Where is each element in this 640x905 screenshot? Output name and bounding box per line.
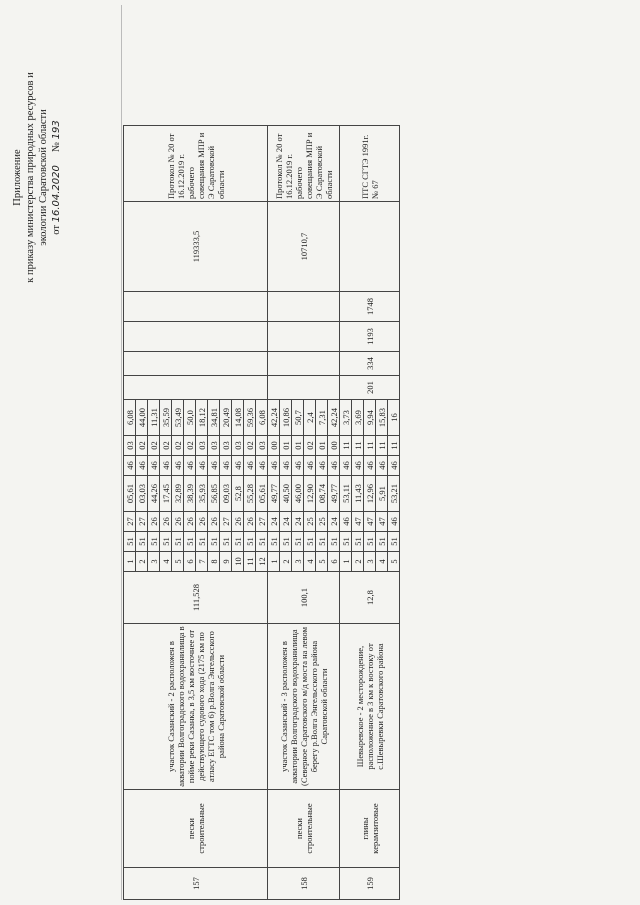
coord-c: 53,11 — [340, 476, 352, 512]
coord-a: 51 — [148, 532, 160, 552]
coord-f: 6,08 — [124, 400, 136, 436]
coord-e: 03 — [124, 436, 136, 456]
coord-b: 25 — [304, 512, 316, 532]
coord-a: 51 — [124, 532, 136, 552]
coord-c: 49,77 — [328, 476, 340, 512]
table-row — [340, 35, 352, 900]
coord-d: 46 — [244, 456, 256, 476]
coord-n: 1 — [340, 552, 352, 572]
row-number: 157 — [124, 868, 268, 900]
coord-e: 00 — [268, 436, 280, 456]
coord-c: 5,91 — [376, 476, 388, 512]
basis-document: Протокол № 20 от 16.12.2019 г. рабочего совещания МПР и Э Саратовской области — [124, 126, 268, 202]
coord-f: 3,69 — [352, 400, 364, 436]
coord-e: 02 — [160, 436, 172, 456]
coord-c: 09,03 — [220, 476, 232, 512]
coord-e: 11 — [340, 436, 352, 456]
coord-a: 51 — [364, 532, 376, 552]
coord-e: 11 — [364, 436, 376, 456]
coord-a: 51 — [340, 532, 352, 552]
coord-e: 01 — [292, 436, 304, 456]
coord-b: 26 — [148, 512, 160, 532]
coord-a: 51 — [352, 532, 364, 552]
coord-f: 16 — [388, 400, 400, 436]
coord-n: 1 — [124, 552, 136, 572]
coord-n: 11 — [244, 552, 256, 572]
coord-n: 5 — [172, 552, 184, 572]
site-area: 111,528 — [124, 572, 268, 624]
coord-e: 03 — [232, 436, 244, 456]
coord-c: 40,50 — [280, 476, 292, 512]
header-line-2: к приказу министерства природных ресурсов и — [25, 72, 36, 283]
coord-e: 01 — [316, 436, 328, 456]
coord-d: 46 — [124, 456, 136, 476]
coord-d: 46 — [172, 456, 184, 476]
coord-d: 46 — [268, 456, 280, 476]
reserve-empty — [268, 292, 340, 322]
coord-d: 46 — [388, 456, 400, 476]
coord-a: 51 — [316, 532, 328, 552]
site-description: Шевыревское - 2 месторождение, расположенное в 3 км к востоку от с.Шевыревки Саратовского района — [340, 624, 400, 790]
coord-e: 02 — [172, 436, 184, 456]
coord-c: 05,61 — [256, 476, 268, 512]
header-number: 193 — [51, 120, 62, 140]
license-sites-table — [123, 34, 400, 900]
coord-e: 02 — [184, 436, 196, 456]
coord-c: 11,43 — [352, 476, 364, 512]
row-number: 158 — [268, 868, 340, 900]
coord-b: 26 — [208, 512, 220, 532]
coord-b: 27 — [124, 512, 136, 532]
mineral-type: глины керамзитовые — [340, 790, 400, 868]
coord-b: 24 — [280, 512, 292, 532]
reserve-3: 1193 — [340, 322, 400, 352]
coord-d: 46 — [340, 456, 352, 476]
coord-b: 26 — [160, 512, 172, 532]
site-description: участок Сазанский - 3 расположен в акватории Волгоградского водохранилища (Северное Саратовского м/д моста на левом берегу р.Волга Энгельсского района Саратовской области — [268, 624, 340, 790]
document-header — [11, 15, 63, 340]
coord-f: 7,31 — [316, 400, 328, 436]
table-row — [268, 35, 280, 900]
coord-n: 5 — [388, 552, 400, 572]
reserve-empty — [268, 376, 340, 400]
coord-b: 47 — [364, 512, 376, 532]
coord-b: 25 — [316, 512, 328, 532]
coord-a: 51 — [292, 532, 304, 552]
site-area: 100,1 — [268, 572, 340, 624]
reserve-total: 119333,5 — [124, 202, 268, 292]
coord-d: 46 — [328, 456, 340, 476]
coord-f: 3,73 — [340, 400, 352, 436]
coord-b: 26 — [244, 512, 256, 532]
coord-b: 47 — [352, 512, 364, 532]
basis-document: ПТС СГТЭ 1991г. № 67 — [340, 126, 400, 202]
coord-a: 51 — [136, 532, 148, 552]
coord-d: 46 — [376, 456, 388, 476]
coord-c: 32,89 — [172, 476, 184, 512]
coord-b: 27 — [220, 512, 232, 532]
coord-d: 46 — [280, 456, 292, 476]
coord-a: 51 — [208, 532, 220, 552]
coord-b: 47 — [376, 512, 388, 532]
coord-n: 4 — [304, 552, 316, 572]
coord-b: 26 — [232, 512, 244, 532]
coord-e: 02 — [136, 436, 148, 456]
coord-c: 05,61 — [124, 476, 136, 512]
reserve-empty — [268, 352, 340, 376]
coord-n: 7 — [196, 552, 208, 572]
header-date-line: от 16.04.2020 № 193 — [51, 120, 62, 235]
coord-c: 35,93 — [196, 476, 208, 512]
coord-b: 26 — [172, 512, 184, 532]
scan-edge-line — [121, 5, 122, 900]
coord-a: 51 — [328, 532, 340, 552]
coord-d: 46 — [148, 456, 160, 476]
coord-n: 8 — [208, 552, 220, 572]
coord-n: 9 — [220, 552, 232, 572]
basis-document: Протокол № 20 от 16.12.2019 г. рабочего совещания МПР и Э Саратовской области — [268, 126, 340, 202]
coord-d: 46 — [256, 456, 268, 476]
coord-c: 56,85 — [208, 476, 220, 512]
mineral-type: пески строительные — [268, 790, 340, 868]
coord-f: 42,24 — [268, 400, 280, 436]
coord-n: 3 — [292, 552, 304, 572]
coord-d: 46 — [136, 456, 148, 476]
coord-f: 10,86 — [280, 400, 292, 436]
coord-b: 24 — [268, 512, 280, 532]
coord-n: 2 — [280, 552, 292, 572]
coord-c: 44,26 — [148, 476, 160, 512]
coord-d: 46 — [232, 456, 244, 476]
coord-n: 3 — [148, 552, 160, 572]
coord-c: 55,28 — [244, 476, 256, 512]
coord-e: 11 — [376, 436, 388, 456]
coord-a: 51 — [172, 532, 184, 552]
coord-c: 17,45 — [160, 476, 172, 512]
coord-f: 20,49 — [220, 400, 232, 436]
header-line-3: экологии Саратовской области — [38, 109, 49, 246]
coord-f: 11,31 — [148, 400, 160, 436]
reserve-empty — [124, 322, 268, 352]
coord-e: 03 — [208, 436, 220, 456]
reserve-total: 10710,7 — [268, 202, 340, 292]
coord-n: 1 — [268, 552, 280, 572]
coord-b: 46 — [340, 512, 352, 532]
coord-b: 26 — [184, 512, 196, 532]
coord-n: 4 — [160, 552, 172, 572]
reserve-empty — [268, 322, 340, 352]
coord-b: 27 — [136, 512, 148, 532]
coord-f: 50,0 — [184, 400, 196, 436]
coord-d: 46 — [184, 456, 196, 476]
coord-n: 3 — [364, 552, 376, 572]
coord-b: 46 — [388, 512, 400, 532]
coord-e: 02 — [244, 436, 256, 456]
coord-n: 4 — [376, 552, 388, 572]
coord-a: 51 — [280, 532, 292, 552]
coord-a: 51 — [304, 532, 316, 552]
coord-n: 12 — [256, 552, 268, 572]
coord-e: 00 — [328, 436, 340, 456]
table-row — [124, 35, 136, 900]
coord-d: 46 — [220, 456, 232, 476]
header-line-1: Приложение — [12, 149, 23, 206]
coord-c: 38,39 — [184, 476, 196, 512]
rotated-document — [5, 5, 635, 900]
coord-f: 44,00 — [136, 400, 148, 436]
coord-f: 35,59 — [160, 400, 172, 436]
coord-f: 59,36 — [244, 400, 256, 436]
site-description: участок Сазанский - 2 расположен в акватории Волгоградского водохранилища в пойме реки Сазанка, в 3,5 км восточнее от действующего судового хода (2175 км по атласу ЕГТС том 6) р.Волга Энгельсского района Саратовской области — [124, 624, 268, 790]
coord-e: 03 — [196, 436, 208, 456]
coord-a: 51 — [256, 532, 268, 552]
coord-a: 51 — [268, 532, 280, 552]
reserve-empty — [124, 376, 268, 400]
coord-e: 02 — [304, 436, 316, 456]
coord-e: 02 — [148, 436, 160, 456]
coord-f: 2,4 — [304, 400, 316, 436]
header-date: 16.04.2020 — [51, 165, 62, 223]
coord-c: 49,77 — [268, 476, 280, 512]
coord-a: 51 — [388, 532, 400, 552]
coord-f: 34,81 — [208, 400, 220, 436]
coord-f: 50,7 — [292, 400, 304, 436]
coord-f: 42,24 — [328, 400, 340, 436]
site-area: 12,8 — [340, 572, 400, 624]
reserve-empty — [124, 292, 268, 322]
reserve-total — [340, 202, 400, 292]
reserve-2: 334 — [340, 352, 400, 376]
coord-n: 10 — [232, 552, 244, 572]
coord-a: 51 — [160, 532, 172, 552]
coord-e: 03 — [256, 436, 268, 456]
coord-c: 03,03 — [136, 476, 148, 512]
coord-d: 46 — [352, 456, 364, 476]
coord-a: 51 — [184, 532, 196, 552]
coord-d: 46 — [364, 456, 376, 476]
coord-f: 15,83 — [376, 400, 388, 436]
coord-d: 46 — [196, 456, 208, 476]
coord-b: 26 — [196, 512, 208, 532]
coord-d: 46 — [292, 456, 304, 476]
coord-n: 5 — [316, 552, 328, 572]
coord-d: 46 — [316, 456, 328, 476]
coord-c: 12,96 — [364, 476, 376, 512]
coord-f: 53,49 — [172, 400, 184, 436]
coord-f: 9,94 — [364, 400, 376, 436]
reserve-4: 1748 — [340, 292, 400, 322]
coord-a: 51 — [232, 532, 244, 552]
coord-d: 46 — [208, 456, 220, 476]
coord-e: 11 — [388, 436, 400, 456]
coord-d: 46 — [160, 456, 172, 476]
mineral-type: пески строительные — [124, 790, 268, 868]
coord-f: 14,08 — [232, 400, 244, 436]
coord-a: 51 — [244, 532, 256, 552]
reserve-empty — [124, 352, 268, 376]
coord-b: 24 — [292, 512, 304, 532]
coord-n: 2 — [352, 552, 364, 572]
reserve-1: 201 — [340, 376, 400, 400]
row-number: 159 — [340, 868, 400, 900]
coord-e: 03 — [220, 436, 232, 456]
coord-c: 52,8 — [232, 476, 244, 512]
coord-c: 12,90 — [304, 476, 316, 512]
coord-n: 2 — [136, 552, 148, 572]
coord-b: 24 — [328, 512, 340, 532]
coord-f: 18,12 — [196, 400, 208, 436]
coord-c: 46,00 — [292, 476, 304, 512]
coord-a: 51 — [220, 532, 232, 552]
coord-d: 46 — [304, 456, 316, 476]
coord-c: 08,74 — [316, 476, 328, 512]
coord-n: 6 — [184, 552, 196, 572]
coord-n: 6 — [328, 552, 340, 572]
coord-e: 01 — [280, 436, 292, 456]
coord-c: 53,21 — [388, 476, 400, 512]
coord-a: 51 — [196, 532, 208, 552]
coord-a: 51 — [376, 532, 388, 552]
coord-e: 11 — [352, 436, 364, 456]
coord-f: 6,08 — [256, 400, 268, 436]
coord-b: 27 — [256, 512, 268, 532]
